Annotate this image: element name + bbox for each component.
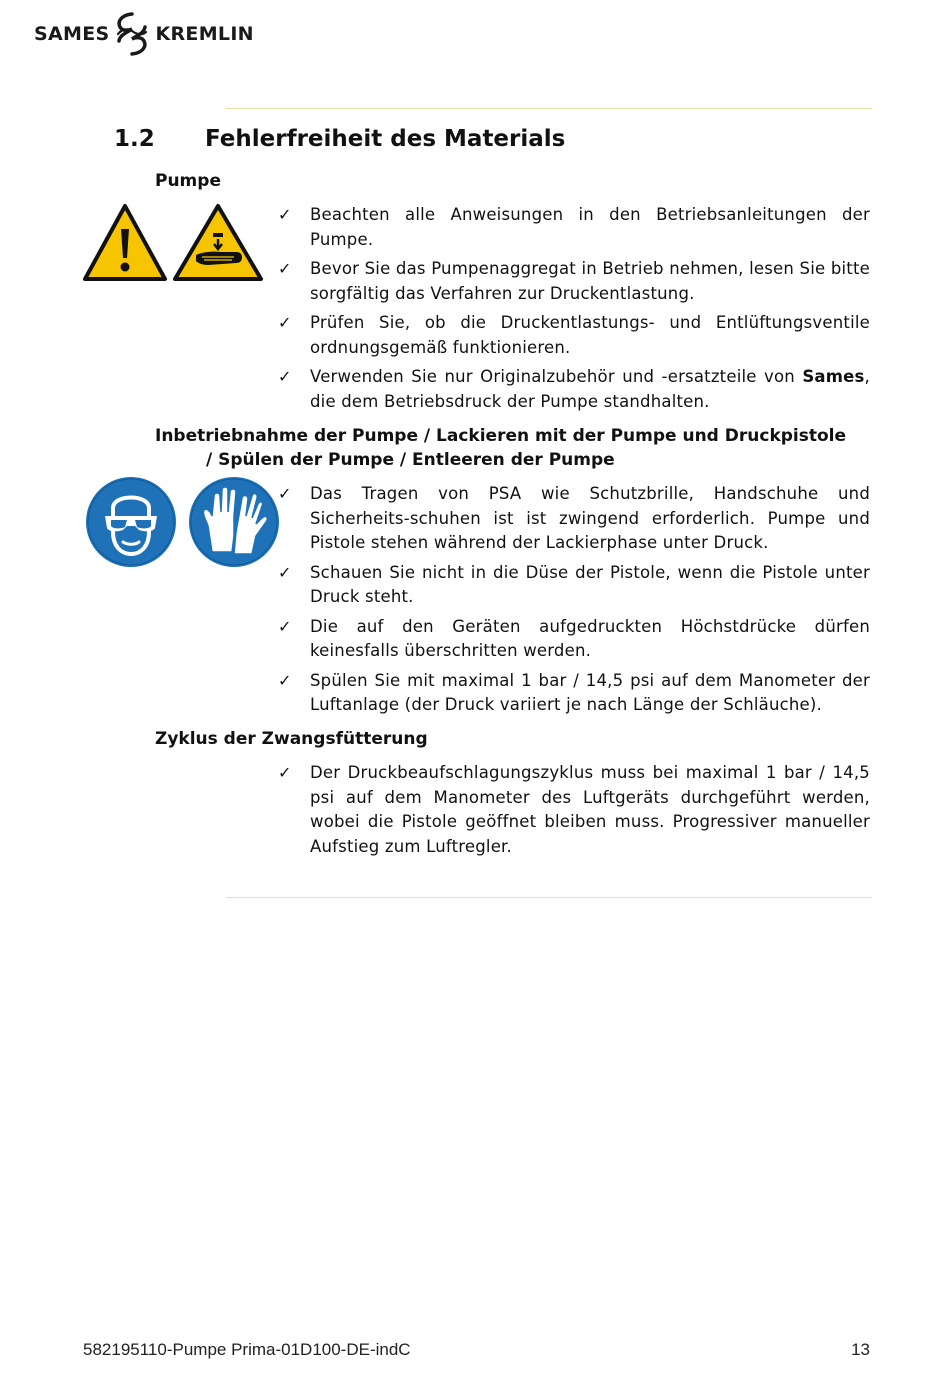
list-item: ✓ Spülen Sie mit maximal 1 bar / 14,5 psi auf dem Manometer der Luftanlage (der Druck variiert je nach Länge der Schläuche). (278, 670, 870, 714)
pumpe-heading: Pumpe (155, 171, 221, 191)
checkmark-icon: ✓ (278, 670, 292, 690)
checkmark-icon: ✓ (278, 484, 292, 503)
list-item: ✓ Beachten alle Anweisungen in den Betriebsanleitungen der Pumpe. (278, 205, 870, 249)
checkmark-icon: ✓ (278, 313, 292, 332)
zyklus-bullet-list (277, 761, 870, 864)
checkmark-icon: ✓ (278, 562, 292, 582)
list-item: ✓ Bevor Sie das Pumpenaggregat in Betrieb nehmen, lesen Sie bitte sorgfältig das Verfahren zur Druckentlastung. (278, 259, 870, 303)
section-heading (114, 126, 565, 152)
crush-hazard-hand-icon (172, 203, 264, 282)
brand-name: Sames (802, 367, 865, 386)
checkmark-icon: ✓ (278, 763, 292, 782)
top-divider (226, 108, 872, 109)
logo-text-left: SAMES (34, 23, 110, 45)
zyklus-heading: Zyklus der Zwangsfütterung (155, 729, 428, 749)
gloves-icon (186, 474, 282, 570)
section-title: Fehlerfreiheit des Materials (205, 126, 566, 152)
inbetrieb-bullet-list (277, 482, 870, 723)
checkmark-icon: ✓ (278, 616, 292, 636)
bottom-divider (226, 897, 872, 898)
checkmark-icon: ✓ (278, 205, 292, 224)
face-protection-icon (83, 474, 179, 570)
list-item: ✓ Verwenden Sie nur Originalzubehör und -ersatzteile von Sames, die dem Betriebsdruck der Pumpe standhalten. (278, 367, 870, 411)
inbetrieb-heading-line2: / Spülen der Pumpe / Entleeren der Pumpe (206, 450, 615, 470)
warning-exclamation-icon (82, 203, 168, 282)
logo-text-right: KREMLIN (155, 23, 254, 45)
section-number: 1.2 (114, 126, 155, 152)
inbetrieb-heading-line1: Inbetriebnahme der Pumpe / Lackieren mit der Pumpe und Druckpistole (155, 426, 847, 446)
list-item: ✓ Schauen Sie nicht in die Düse der Pistole, wenn die Pistole unter Druck steht. (278, 562, 870, 606)
list-item: ✓ Das Tragen von PSA wie Schutzbrille, Handschuhe und Sicherheits-schuhen ist ist zwingend erforderlich. Pumpe und Pistole stehen während der Lackierphase unter Druck. (278, 484, 870, 552)
checkmark-icon: ✓ (278, 259, 292, 278)
checkmark-icon: ✓ (278, 367, 292, 386)
list-item: ✓ Prüfen Sie, ob die Druckentlastungs- und Entlüftungsventile ordnungsgemäß funktionieren. (278, 313, 870, 357)
footer-document-id: 582195110-Pumpe Prima-01D100-DE-indC (83, 1340, 411, 1359)
company-logo (34, 10, 254, 58)
list-item: ✓ Der Druckbeaufschlagungszyklus muss bei maximal 1 bar / 14,5 psi auf dem Manometer des Luftgeräts durchgeführt werden, wobei die Pistole geöffnet bleiben muss. Progressiver manueller Aufstieg zum Luftregler. (278, 763, 870, 856)
page-number: 13 (851, 1340, 870, 1359)
swirl-logo-icon (112, 11, 152, 57)
list-item: ✓ Die auf den Geräten aufgedruckten Höchstdrücke dürfen keinesfalls überschritten werden. (278, 616, 870, 660)
pumpe-bullet-list (277, 203, 870, 419)
